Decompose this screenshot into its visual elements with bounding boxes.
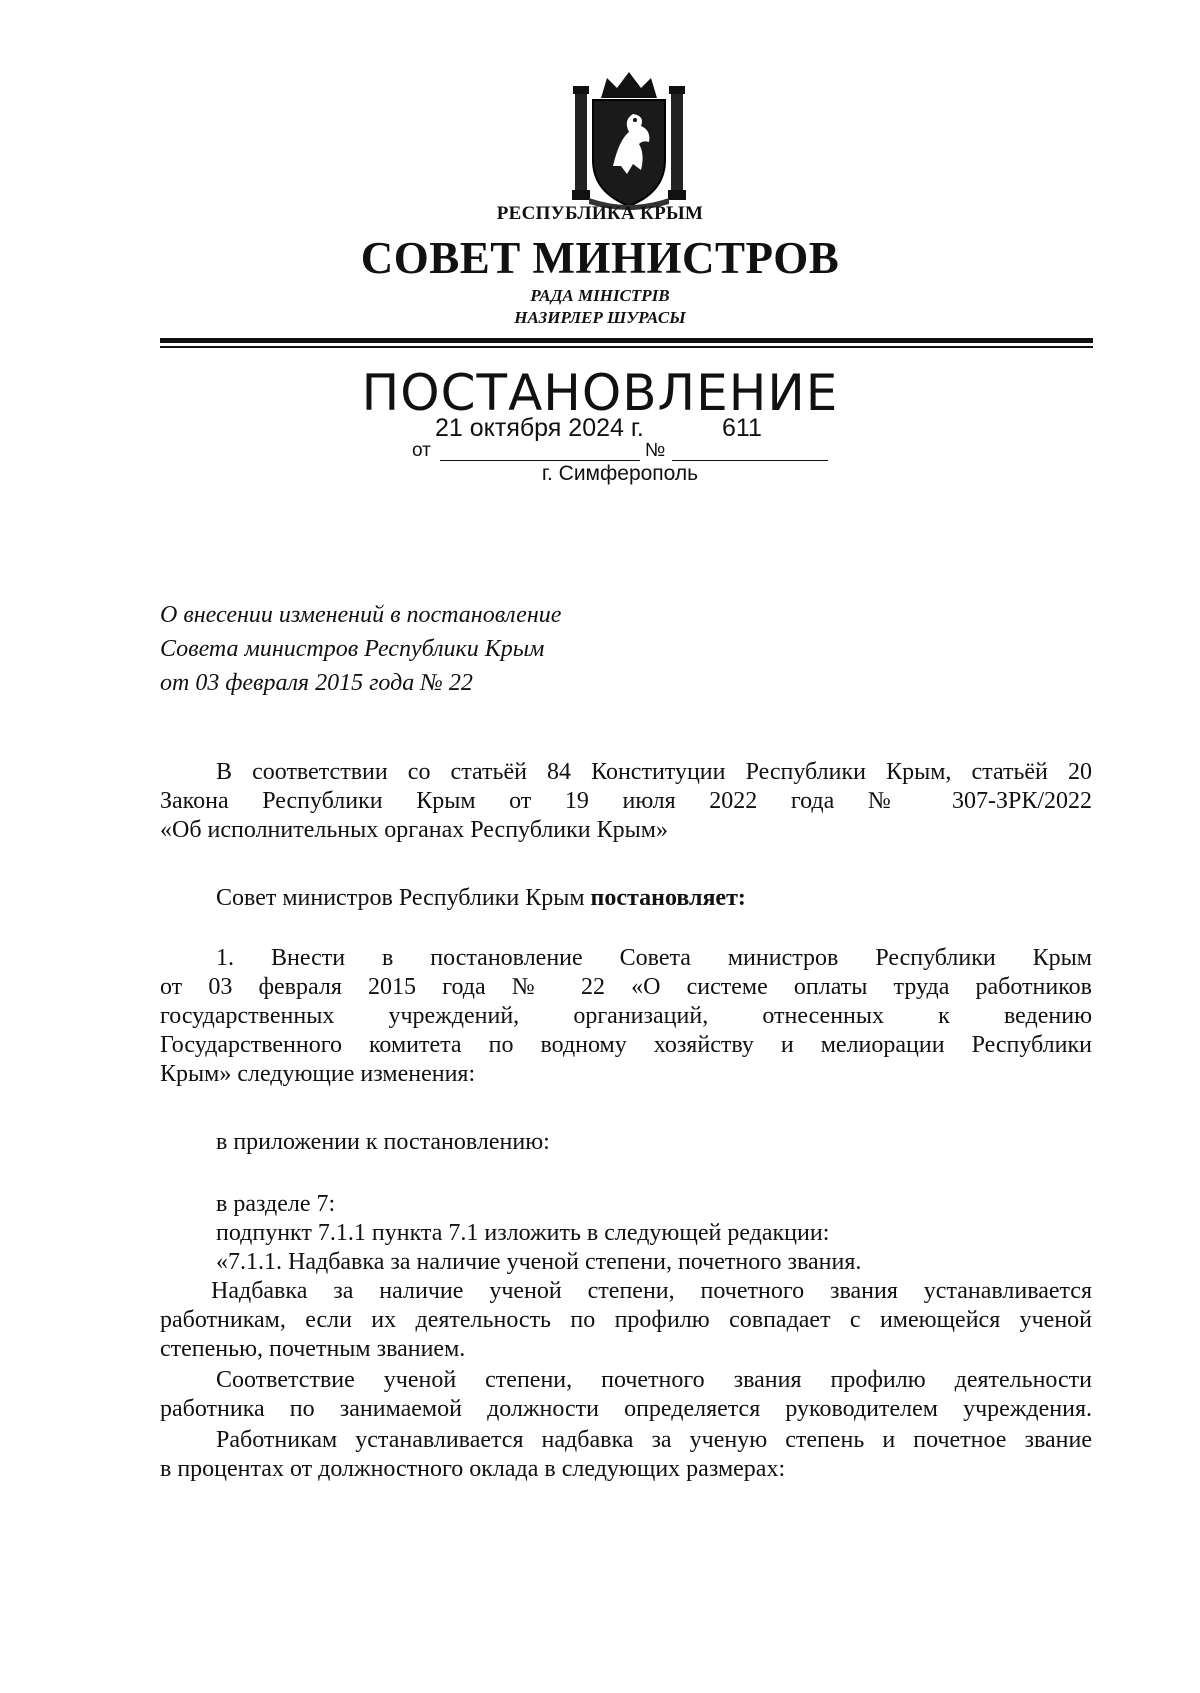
title-line: О внесении изменений в постановление bbox=[160, 602, 562, 628]
paragraph-basis bbox=[160, 758, 1092, 845]
paragraph-line: «7.1.1. Надбавка за наличие ученой степени, почетного звания. bbox=[216, 1249, 862, 1275]
paragraph-line: «Об исполнительных органах Республики Крым» bbox=[160, 817, 668, 843]
paragraph-line: в процентах от должностного оклада в следующих размерах: bbox=[160, 1456, 786, 1482]
number-label: № bbox=[645, 440, 666, 461]
council-name-crimean-tatar: НАЗИРЛЕР ШУРАСЫ bbox=[514, 308, 686, 327]
paragraph-line: Надбавка за наличие ученой степени, почетного звания устанавливается bbox=[211, 1278, 1092, 1304]
paragraph-allowance bbox=[160, 1277, 1092, 1364]
date-label: от bbox=[412, 440, 431, 461]
title-line: Совета министров Республики Крым bbox=[160, 636, 545, 662]
decree-date: 21 октября 2024 г. bbox=[435, 414, 644, 442]
paragraph-item-1 bbox=[160, 944, 1092, 1089]
paragraph-line: Соответствие ученой степени, почетного звания профилю деятельности bbox=[216, 1367, 1092, 1393]
paragraph-rates bbox=[160, 1426, 1092, 1484]
paragraph-line: степенью, почетным званием. bbox=[160, 1336, 466, 1362]
document-type: ПОСТАНОВЛЕНИЕ bbox=[361, 364, 839, 422]
council-name-ukrainian: РАДА МІНІСТРІВ bbox=[530, 286, 670, 305]
date-underline bbox=[440, 460, 640, 461]
header-divider-thin bbox=[160, 346, 1093, 348]
paragraph-line: от 03 февраля 2015 года № 22 «О системе оплаты труда работников bbox=[160, 974, 1092, 1000]
paragraph-section bbox=[160, 1190, 1092, 1277]
paragraph-line: 1. Внести в постановление Совета министров Республики Крым bbox=[216, 945, 1092, 971]
coat-of-arms-icon bbox=[571, 70, 687, 210]
council-name: СОВЕТ МИНИСТРОВ bbox=[360, 233, 840, 283]
city-name: г. Симферополь bbox=[541, 462, 699, 485]
paragraph-line: Работникам устанавливается надбавка за ученую степень и почетное звание bbox=[216, 1427, 1092, 1453]
paragraph-appendix bbox=[160, 1128, 1092, 1157]
paragraph-line: Закона Республики Крым от 19 июля 2022 года № 307-ЗРК/2022 bbox=[160, 788, 1092, 814]
paragraph-conformity bbox=[160, 1366, 1092, 1424]
paragraph-line: в разделе 7: bbox=[216, 1191, 336, 1217]
paragraph-line: Государственного комитета по водному хозяйству и мелиорации Республики bbox=[160, 1032, 1092, 1058]
title-line: от 03 февраля 2015 года № 22 bbox=[160, 670, 473, 696]
number-underline bbox=[672, 460, 828, 461]
paragraph-line: работникам, если их деятельность по профилю совпадает с имеющейся ученой bbox=[160, 1307, 1092, 1333]
paragraph-line: В соответствии со статьёй 84 Конституции Республики Крым, статьёй 20 bbox=[216, 759, 1092, 785]
document-title bbox=[160, 598, 561, 700]
header-divider bbox=[160, 338, 1093, 343]
paragraph-resolves bbox=[160, 884, 1092, 913]
paragraph-line: подпункт 7.1.1 пункта 7.1 изложить в следующей редакции: bbox=[216, 1220, 830, 1246]
republic-name: РЕСПУБЛИКА КРЫМ bbox=[496, 203, 704, 224]
paragraph-line: государственных учреждений, организаций, отнесенных к ведению bbox=[160, 1003, 1092, 1029]
paragraph-line: Крым» следующие изменения: bbox=[160, 1061, 476, 1087]
paragraph-line: работника по занимаемой должности определяется руководителем учреждения. bbox=[160, 1396, 1092, 1422]
resolves-keyword: постановляет: bbox=[590, 885, 746, 911]
paragraph-line: в приложении к постановлению: bbox=[216, 1129, 550, 1155]
decree-number: 611 bbox=[722, 414, 762, 442]
resolves-text: Совет министров Республики Крым bbox=[216, 885, 591, 911]
